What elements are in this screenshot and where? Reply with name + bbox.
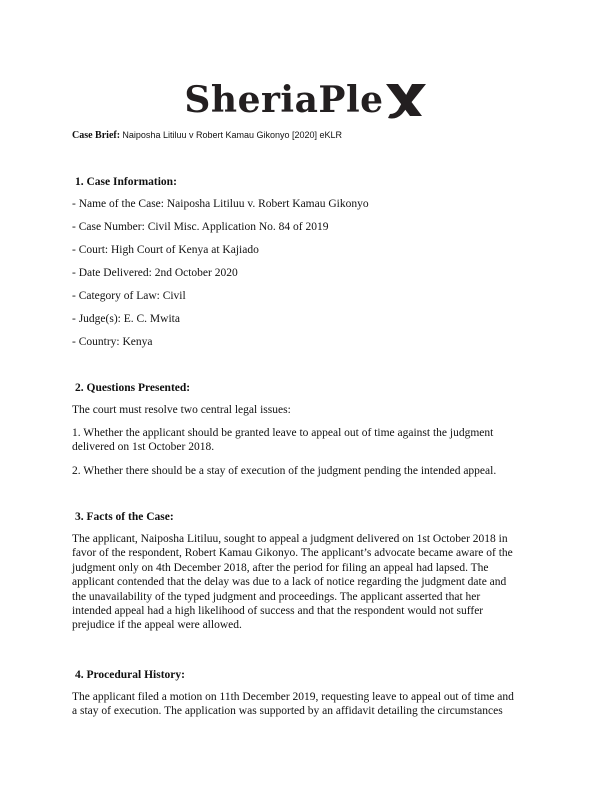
section-heading-questions-presented: 2. Questions Presented: [75, 382, 191, 394]
facts-paragraph [72, 532, 540, 633]
facts-line: judgment only on 4th December 2018, after the period for filing an appeal had lapsed. The [72, 561, 489, 574]
facts-line: prejudice if the appeal were allowed. [72, 619, 242, 632]
case-brief-label: Case Brief: [72, 130, 121, 141]
sheriaplex-logo [0, 72, 612, 122]
case-info-item: - Name of the Case: Naiposha Litiluu v. Robert Kamau Gikonyo [72, 198, 369, 210]
case-info-item: - Judge(s): E. C. Mwita [72, 313, 180, 325]
question-one [72, 426, 540, 455]
case-info-item: - Date Delivered: 2nd October 2020 [72, 267, 238, 279]
facts-line: applicant contended that the delay was due to a lack of notice regarding the judgment date and [72, 576, 507, 589]
procedural-line: The applicant filed a motion on 11th December 2019, requesting leave to appeal out of time and [72, 691, 514, 703]
questions-intro: The court must resolve two central legal issues: [72, 404, 291, 416]
question-two: 2. Whether there should be a stay of execution of the judgment pending the intended appeal. [72, 465, 497, 477]
case-info-item: - Category of Law: Civil [72, 290, 186, 302]
logo-wordmark: SheriaPle [184, 79, 384, 121]
procedural-line: a stay of execution. The application was supported by an affidavit detailing the circumstances [72, 705, 503, 718]
section-heading-case-information: 1. Case Information: [75, 176, 177, 188]
case-info-item: - Country: Kenya [72, 336, 153, 348]
question-one-line: delivered on 1st October 2018. [72, 441, 215, 454]
procedural-history-paragraph [72, 690, 540, 719]
facts-line: intended appeal had a high likelihood of success and that the respondent would not suffer [72, 605, 484, 618]
question-one-line: 1. Whether the applicant should be granted leave to appeal out of time against the judgment [72, 427, 494, 439]
facts-line: favor of the respondent, Robert Kamau Gikonyo. The applicant’s advocate became aware of the [72, 547, 513, 560]
section-heading-facts: 3. Facts of the Case: [75, 511, 174, 523]
case-brief-title: Naiposha Litiluu v Robert Kamau Gikonyo [2020] eKLR [122, 130, 343, 140]
logo-x-mark-icon [382, 78, 428, 122]
section-heading-procedural-history: 4. Procedural History: [75, 669, 185, 681]
case-info-item: - Court: High Court of Kenya at Kajiado [72, 244, 259, 256]
facts-line: The applicant, Naiposha Litiluu, sought to appeal a judgment delivered on 1st October 2018 in [72, 533, 508, 545]
facts-line: the unavailability of the typed judgment and proceedings. The applicant asserted that her [72, 590, 481, 603]
case-info-item: - Case Number: Civil Misc. Application No. 84 of 2019 [72, 221, 329, 233]
case-brief-line [72, 128, 542, 143]
